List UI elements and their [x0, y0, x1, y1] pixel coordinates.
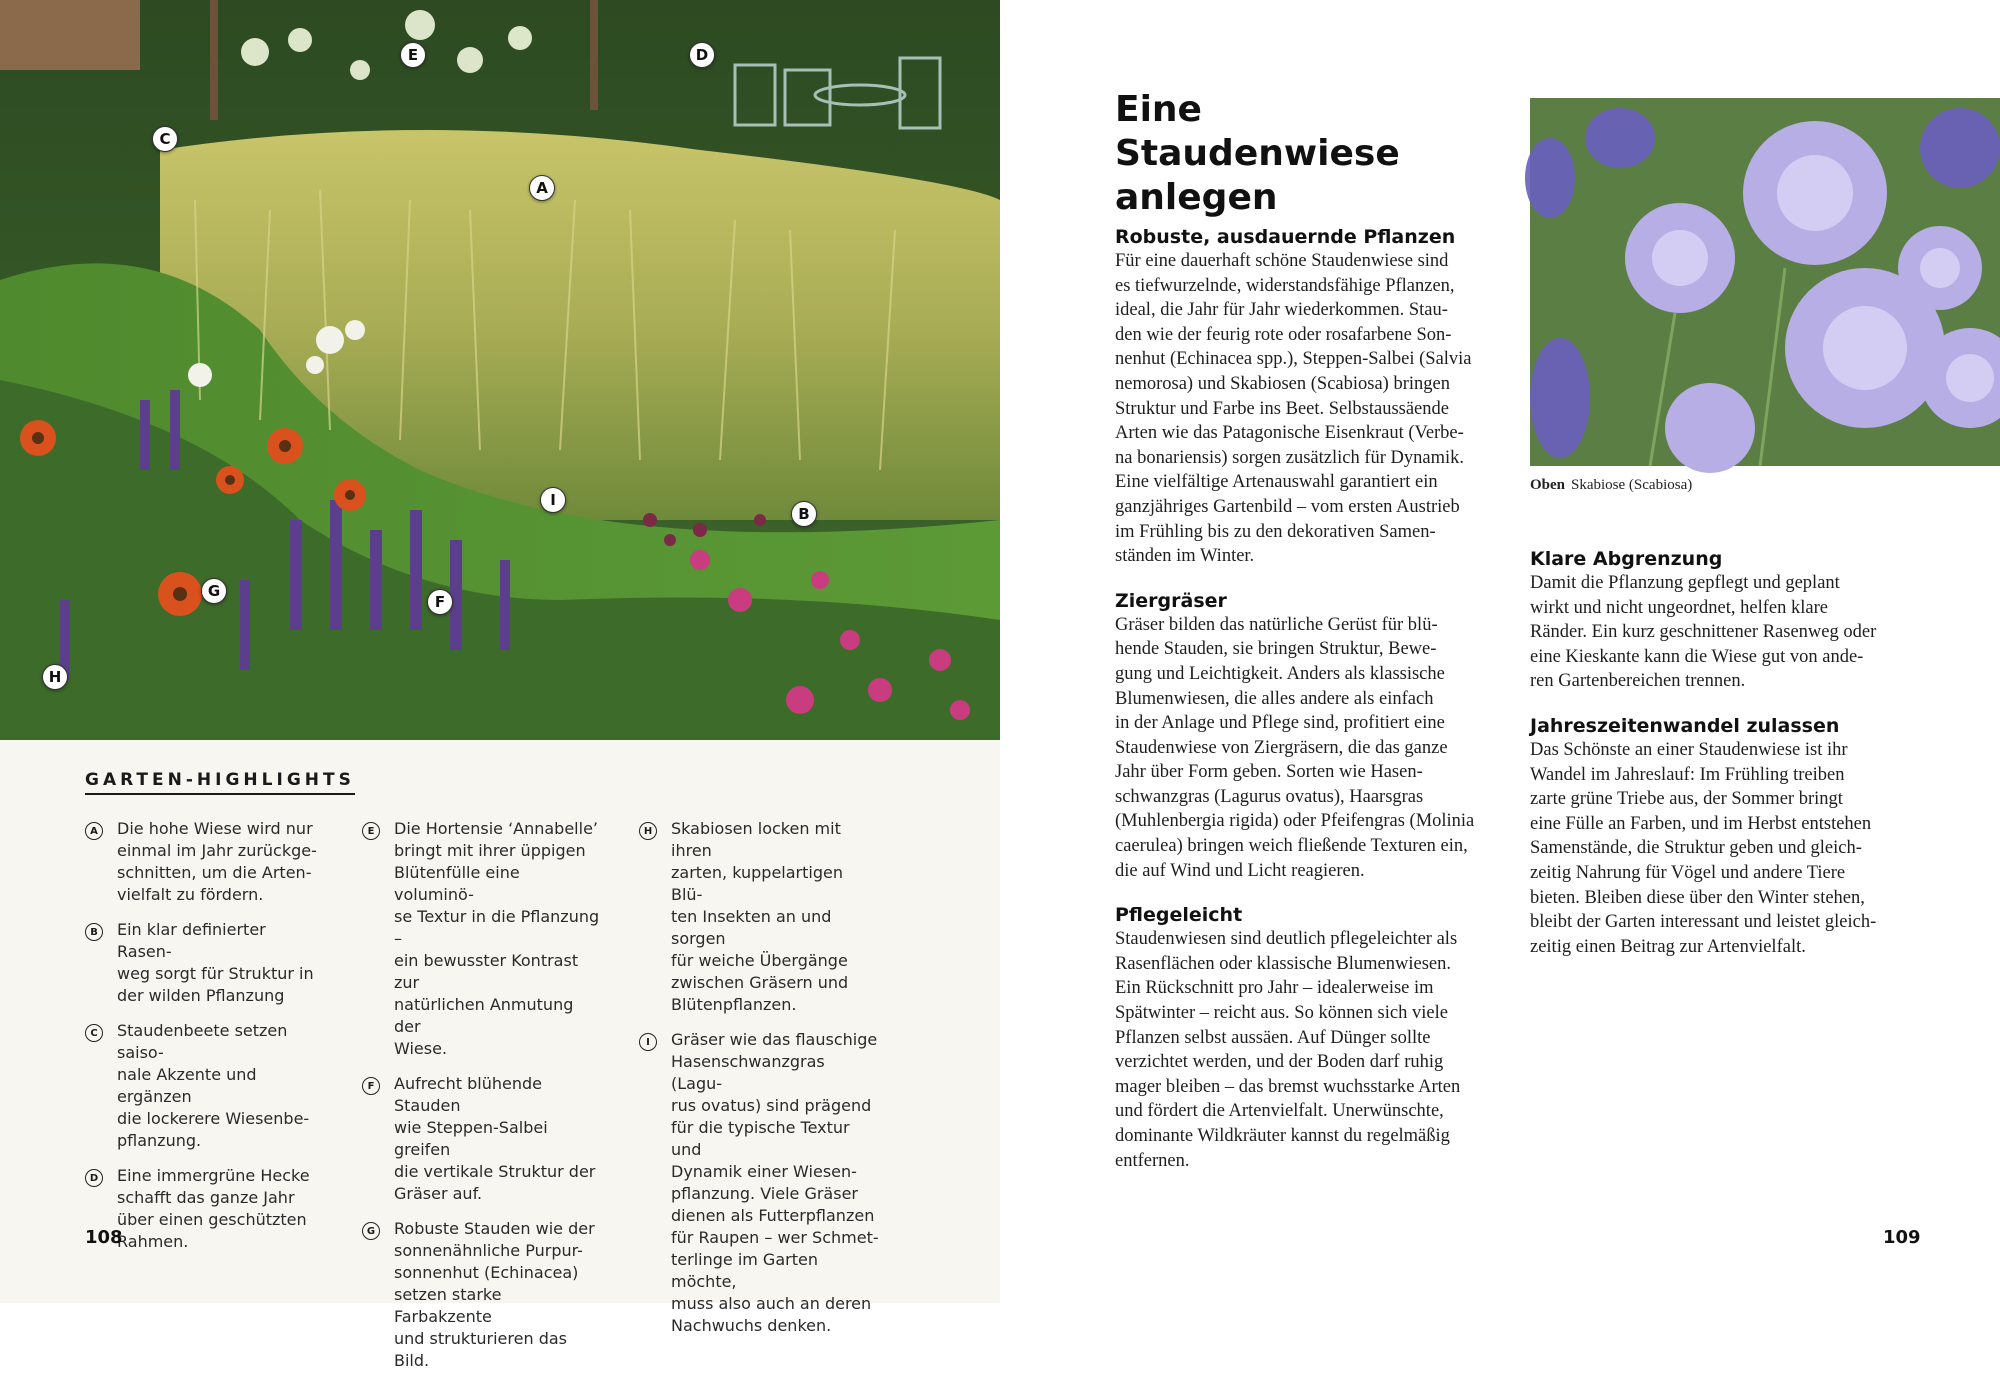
highlight-text: Gräser wie das flauschige Hasenschwanzgras (Lagu- rus ovatus) sind prägend für die typische Textur und Dynamik einer Wiesen- pflanzung. Viele Gräser dienen als Futterpflanzen für Raupen – wer Schmet- terlinge im Garten möchte, muss also auch an deren Nachwuchs denken.: [671, 1030, 879, 1335]
section-heading: Robuste, ausdauernde Pflanzen: [1115, 226, 1456, 248]
right-page: [1000, 0, 2000, 1303]
section-body: Für eine dauerhaft schöne Staudenwiese sind es tiefwurzelnde, widerstandsfähige Pflanzen, ideal, die Jahr für Jahr wiederkommen. Stau- den wie der feurig rote oder rosafarbene Son- nenhut (Echinacea spp.), Steppen-Salbei (Salvia nemorosa) und Skabiosen (Scabiosa) bringen Struktur und Farbe ins Beet. Selbstaussäende Arten wie das Patagonische Eisenkraut (Verbe- na bonariensis) sorgen zusätzlich für Dynamik. Eine vielfältige Artenauswahl garantiert ein ganzjähriges Gartenbild – vom ersten Austrieb im Frühling bis zu den dekorativen Samen- ständen im Winter.: [1115, 251, 1472, 567]
highlights-column-2: [362, 818, 602, 1385]
photo-marker-h: H: [42, 664, 68, 690]
highlight-text: Staudenbeete setzen saiso- nale Akzente und ergänzen die lockerere Wiesenbe- pflanzung.: [117, 1021, 310, 1150]
text-column-right: [1530, 547, 1925, 979]
highlights-column-1: [85, 818, 325, 1266]
highlight-badge: H: [639, 822, 657, 840]
section-pflegeleicht: [1115, 903, 1510, 1173]
section-heading: Ziergräser: [1115, 589, 1227, 612]
highlight-text: Eine immergrüne Hecke schafft das ganze Jahr über einen geschützten Rahmen.: [117, 1166, 310, 1251]
section-robuste-pflanzen: [1115, 225, 1510, 569]
section-heading: Pflegeleicht: [1115, 904, 1243, 927]
highlight-item-h: [639, 818, 879, 1016]
highlight-text: Die hohe Wiese wird nur einmal im Jahr zurückge- schnitten, um die Arten- vielfalt zu fördern.: [117, 819, 317, 904]
photo-marker-f: F: [427, 589, 453, 615]
highlight-item-b: [85, 919, 325, 1007]
highlight-badge: D: [85, 1169, 103, 1187]
highlight-item-g: [362, 1218, 602, 1372]
garden-photo: [0, 0, 1000, 740]
highlight-text: Robuste Stauden wie der sonnenähnliche Purpur- sonnenhut (Echinacea) setzen starke Farbakzente und strukturieren das Bild.: [394, 1219, 595, 1370]
photo-marker-c: C: [152, 126, 178, 152]
highlight-text: Skabiosen locken mit ihren zarten, kuppelartigen Blü- ten Insekten an und sorgen für weiche Übergänge zwischen Gräsern und Blütenpflanzen.: [671, 819, 849, 1014]
caption-text: Skabiose (Scabiosa): [1571, 477, 1693, 493]
highlight-item-e: [362, 818, 602, 1060]
page-number-right: 109: [1883, 1227, 1921, 1248]
section-jahreszeitenwandel: [1530, 714, 1925, 959]
section-body: Damit die Pflanzung gepflegt und geplant wirkt und nicht ungeordnet, helfen klare Ränder. Ein kurz geschnittener Rasenweg oder eine Kieskante kann die Wiese gut von ande- ren Gartenbereichen trennen.: [1530, 573, 1877, 692]
caption-label: Oben: [1530, 477, 1566, 493]
section-ziergraeser: [1115, 589, 1510, 884]
left-page: [0, 0, 1000, 1370]
section-body: Gräser bilden das natürliche Gerüst für blü- hende Stauden, sie bringen Struktur, Bewe- gung und Leichtigkeit. Anders als klassische Blumenwiesen, die alles andere als einfach in der Anlage und Pflege sind, profitiert eine Staudenwiese von Ziergräsern, die das ganze Jahr über Form geben. Sorten wie Hasen- schwanzgras (Lagurus ovatus), Haarsgras (Muhlenbergia rigida) oder Pfeifengras (Molinia caerulea) bringen weich fließende Texturen ein, die auf Wind und Licht reagieren.: [1115, 614, 1475, 881]
page-title: Eine Staudenwiese anlegen: [1115, 89, 1400, 218]
photo-marker-b: B: [791, 501, 817, 527]
highlight-item-f: [362, 1073, 602, 1205]
photo-marker-a: A: [529, 175, 555, 201]
highlight-badge: F: [362, 1077, 380, 1095]
photo-marker-d: D: [689, 42, 715, 68]
text-column-left: [1115, 225, 1510, 1193]
section-heading: Jahreszeitenwandel zulassen: [1530, 714, 1840, 737]
highlight-badge: E: [362, 822, 380, 840]
highlight-badge: A: [85, 822, 103, 840]
highlight-badge: I: [639, 1033, 657, 1051]
highlight-text: Die Hortensie ‘Annabelle’ bringt mit ihrer üppigen Blütenfülle eine voluminö- se Textur in die Pflanzung – ein bewusster Kontrast zur natürlichen Anmutung der Wiese.: [394, 819, 600, 1058]
highlight-badge: G: [362, 1222, 380, 1240]
highlight-item-a: [85, 818, 325, 906]
photo-marker-i: I: [540, 487, 566, 513]
highlight-item-i: [639, 1029, 879, 1337]
highlight-badge: B: [85, 923, 103, 941]
section-body: Das Schönste an einer Staudenwiese ist ihr Wandel im Jahreslauf: Im Frühling treiben zarte grüne Triebe aus, der Sommer bringt eine Fülle an Farben, und im Herbst entstehen Samenstände, die Struktur geben und gleich- zeitig Nahrung für Vögel und andere Tiere bieten. Bleiben diese über den Winter stehen, bleibt der Garten interessant und leistet gleich- zeitig einen Beitrag zur Artenvielfalt.: [1530, 739, 1877, 957]
highlights-heading: GARTEN-HIGHLIGHTS: [85, 770, 355, 795]
photo-caption: [1530, 477, 1692, 494]
section-klare-abgrenzung: [1530, 547, 1925, 694]
section-body: Staudenwiesen sind deutlich pflegeleichter als Rasenflächen oder klassische Blumenwiesen. Ein Rückschnitt pro Jahr – idealerweise im Spätwinter – reicht aus. So können sich viele Pflanzen selbst aussäen. Auf Dünger sollte verzichtet werden, und der Boden darf ruhig mager bleiben – das bremst wuchsstarke Arten und fördert die Artenvielfalt. Unerwünschte, dominante Wildkräuter kannst du regelmäßig entfernen.: [1115, 929, 1461, 1171]
page-number-left: 108: [85, 1227, 123, 1248]
scabiosa-photo: [1530, 98, 2000, 466]
highlight-item-c: [85, 1020, 325, 1152]
highlight-text: Ein klar definierter Rasen- weg sorgt für Struktur in der wilden Pflanzung: [117, 920, 314, 1005]
highlights-column-3: [639, 818, 879, 1350]
photo-marker-e: E: [400, 42, 426, 68]
section-heading: Klare Abgrenzung: [1530, 548, 1723, 570]
photo-marker-g: G: [201, 578, 227, 604]
highlight-badge: C: [85, 1024, 103, 1042]
highlight-text: Aufrecht blühende Stauden wie Steppen-Salbei greifen die vertikale Struktur der Gräser auf.: [394, 1074, 596, 1203]
